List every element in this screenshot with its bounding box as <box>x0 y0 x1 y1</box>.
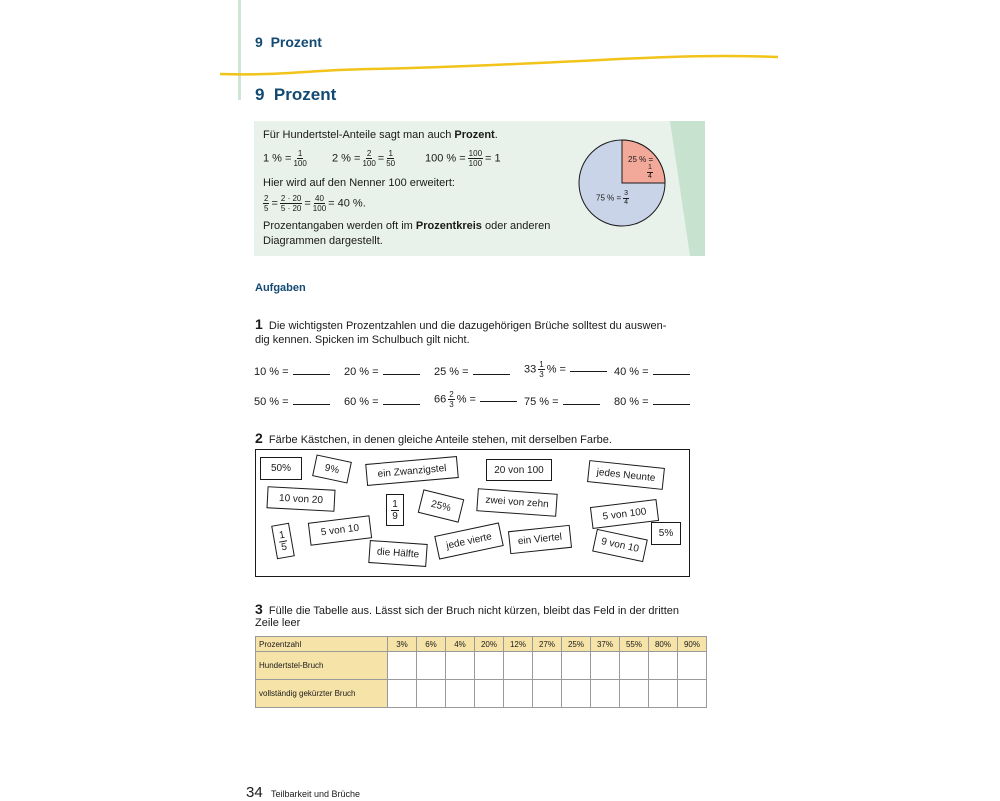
answer-blank[interactable] <box>473 364 510 375</box>
fraction-card[interactable]: $\frac{1}{5}$ <box>271 523 295 560</box>
fraction-card[interactable]: $\frac{1}{9}$ <box>386 494 404 526</box>
answer-cell[interactable] <box>591 680 620 708</box>
card[interactable]: 9% <box>312 454 352 483</box>
card[interactable]: zwei von zehn <box>476 488 557 517</box>
answer-cell[interactable] <box>417 680 446 708</box>
info-line-3: Hier wird auf den Nenner 100 erweitert: <box>263 177 455 189</box>
footer-chapter: Teilbarkeit und Brüche <box>271 789 361 799</box>
card[interactable]: 25% <box>418 489 465 522</box>
page-number: 34 <box>246 784 263 801</box>
card[interactable]: die Hälfte <box>368 540 427 567</box>
info-line-1: Für Hundertstel-Anteile sagt man auch Prozent. <box>263 129 498 141</box>
answer-cell[interactable] <box>562 652 591 680</box>
info-line-6: Diagrammen dargestellt. <box>263 235 383 247</box>
task-1-item: 66 $\frac{2}{3}$ % = <box>434 390 517 409</box>
answer-blank[interactable] <box>653 394 690 405</box>
table-cell: 37% <box>591 637 620 652</box>
task-1-item: 25 % = <box>434 364 510 378</box>
card[interactable]: jede vierte <box>434 522 504 559</box>
card[interactable]: 5% <box>651 522 681 545</box>
row-label: Prozentzahl <box>256 637 388 652</box>
info-line-5: Prozentangaben werden oft im Prozentkreis oder anderen <box>263 220 551 232</box>
info-eq-2: 2 % = $\frac{2}{100}$ = $\frac{1}{50}$ <box>332 149 396 168</box>
header-wave-line <box>220 52 780 82</box>
table-cell: 3% <box>388 637 417 652</box>
section-title: 9 Prozent <box>255 85 337 104</box>
percent-circle <box>578 139 668 229</box>
table-cell: 12% <box>504 637 533 652</box>
answer-cell[interactable] <box>475 680 504 708</box>
pie-label-25-frac: $\frac{1}{4}$ <box>648 164 652 180</box>
answer-cell[interactable] <box>504 680 533 708</box>
table-cell: 27% <box>533 637 562 652</box>
answer-cell[interactable] <box>620 680 649 708</box>
answer-cell[interactable] <box>591 652 620 680</box>
answer-cell[interactable] <box>562 680 591 708</box>
pie-label-75: 75 % = $\frac{3}{4}$ <box>596 190 629 206</box>
card[interactable]: 10 von 20 <box>266 486 335 512</box>
info-eq-1: 1 % = $\frac{1}{100}$ <box>263 149 307 168</box>
answer-cell[interactable] <box>504 652 533 680</box>
task-1-text: 1 Die wichtigsten Prozentzahlen und die dazugehörigen Brüche solltest du auswen- <box>255 316 667 332</box>
table-cell: 25% <box>562 637 591 652</box>
answer-cell[interactable] <box>533 652 562 680</box>
answer-cell[interactable] <box>446 652 475 680</box>
answer-cell[interactable] <box>678 652 707 680</box>
running-header: 9 Prozent <box>255 34 322 50</box>
task-1-item: 40 % = <box>614 364 690 378</box>
card[interactable]: jedes Neunte <box>587 460 665 490</box>
answer-cell[interactable] <box>533 680 562 708</box>
task-1-text-line-2: dig kennen. Spicken im Schulbuch gilt nicht. <box>255 334 470 346</box>
info-box-stripe <box>670 121 705 256</box>
answer-blank[interactable] <box>383 394 420 405</box>
card[interactable]: 5 von 10 <box>308 515 372 545</box>
table-cell: 6% <box>417 637 446 652</box>
info-expand-eq: $\frac{2}{5}$ = $\frac{2 \cdot 20}{5 \cdot 20}$ = $\frac{40}{100}$ = 40 %. <box>264 194 366 213</box>
margin-line <box>238 0 241 100</box>
answer-cell[interactable] <box>388 680 417 708</box>
table-cell: 90% <box>678 637 707 652</box>
answer-blank[interactable] <box>383 364 420 375</box>
answer-blank[interactable] <box>563 394 600 405</box>
card[interactable]: ein Zwanzigstel <box>365 456 459 486</box>
answer-blank[interactable] <box>480 391 517 402</box>
tasks-heading: Aufgaben <box>255 282 306 294</box>
card[interactable]: ein Viertel <box>508 525 572 554</box>
table-row <box>256 680 707 708</box>
pie-label-25: 25 % = <box>628 155 654 164</box>
answer-cell[interactable] <box>475 652 504 680</box>
task-1-item: 80 % = <box>614 394 690 408</box>
task-1-item: 60 % = <box>344 394 420 408</box>
row-label: Hundertstel-Bruch <box>256 652 388 680</box>
answer-cell[interactable] <box>678 680 707 708</box>
card[interactable]: 20 von 100 <box>486 459 552 481</box>
task-1-item: 33 $\frac{1}{3}$ % = <box>524 360 607 379</box>
answer-blank[interactable] <box>570 361 607 372</box>
answer-blank[interactable] <box>653 364 690 375</box>
answer-blank[interactable] <box>293 364 330 375</box>
table-cell: 4% <box>446 637 475 652</box>
row-label: vollständig gekürzter Bruch <box>256 680 388 708</box>
task-1-item: 10 % = <box>254 364 330 378</box>
card[interactable]: 5 von 100 <box>590 499 659 529</box>
table-row <box>256 652 707 680</box>
answer-cell[interactable] <box>446 680 475 708</box>
answer-blank[interactable] <box>293 394 330 405</box>
table-cell: 55% <box>620 637 649 652</box>
card[interactable]: 50% <box>260 457 302 480</box>
answer-cell[interactable] <box>388 652 417 680</box>
task-3-text: 3 Fülle die Tabelle aus. Lässt sich der Bruch nicht kürzen, bleibt das Feld in der dritten <box>255 601 679 617</box>
table-cell: 80% <box>649 637 678 652</box>
task-1-item: 20 % = <box>344 364 420 378</box>
answer-cell[interactable] <box>649 652 678 680</box>
task-1-item: 75 % = <box>524 394 600 408</box>
task-2-text: 2 Färbe Kästchen, in denen gleiche Anteile stehen, mit derselben Farbe. <box>255 430 612 446</box>
answer-cell[interactable] <box>620 652 649 680</box>
task-3-text-line-2: Zeile leer <box>255 617 301 629</box>
info-eq-3: 100 % = $\frac{100}{100}$ = 1 <box>425 149 501 168</box>
table-row <box>256 637 707 652</box>
task-1-item: 50 % = <box>254 394 330 408</box>
answer-cell[interactable] <box>417 652 446 680</box>
percent-table <box>255 636 707 708</box>
card[interactable]: 9 von 10 <box>592 529 648 562</box>
table-cell: 20% <box>475 637 504 652</box>
answer-cell[interactable] <box>649 680 678 708</box>
